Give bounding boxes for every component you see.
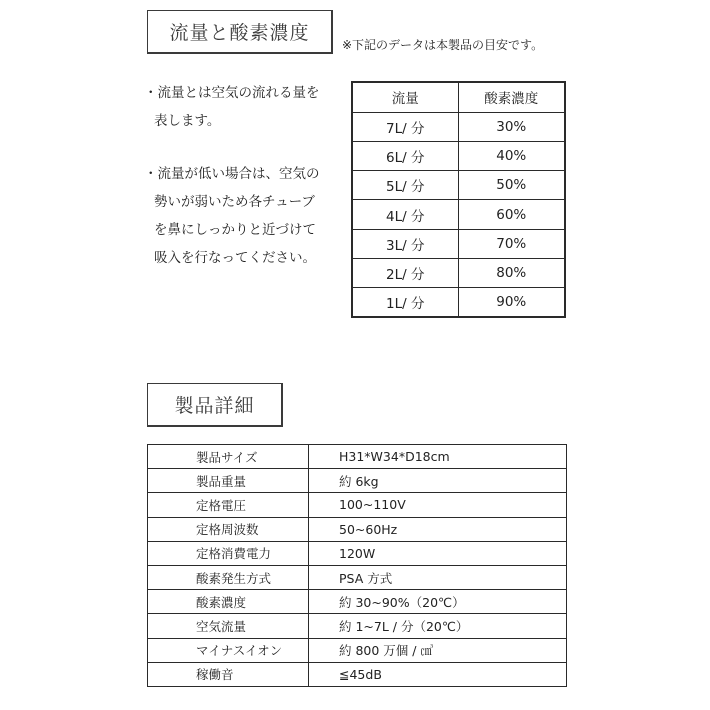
bullet-line: 表します。 bbox=[154, 113, 221, 129]
table-header-row bbox=[352, 82, 565, 112]
column-header-oxygen: 酸素濃度 bbox=[458, 82, 565, 112]
table-row bbox=[148, 565, 567, 589]
table-row bbox=[148, 614, 567, 638]
spec-value: 50~60Hz bbox=[309, 517, 567, 541]
oxygen-cell: 50% bbox=[458, 171, 565, 200]
product-section-title bbox=[147, 383, 283, 427]
spec-value: 100~110V bbox=[309, 493, 567, 517]
table-row bbox=[352, 141, 565, 170]
spec-label: 空気流量 bbox=[148, 614, 309, 638]
column-header-flow: 流量 bbox=[352, 82, 458, 112]
spec-value: ≦45dB bbox=[339, 666, 382, 682]
spec-label: 定格周波数 bbox=[148, 517, 309, 541]
spec-value: 120W bbox=[309, 541, 567, 565]
oxygen-cell: 40% bbox=[458, 141, 565, 170]
bullet-line: ・流量が低い場合は、空気の bbox=[144, 166, 320, 182]
flow-cell: 7L/ 分 bbox=[352, 112, 458, 141]
bullet-line: 勢いが弱いため各チューブ bbox=[154, 194, 315, 210]
oxygen-cell: 30% bbox=[458, 112, 565, 141]
table-row bbox=[148, 445, 567, 469]
table-row bbox=[148, 541, 567, 565]
flow-cell: 3L/ 分 bbox=[352, 229, 458, 258]
table-row bbox=[148, 638, 567, 662]
oxygen-cell: 90% bbox=[496, 294, 527, 311]
oxygen-cell: 80% bbox=[458, 258, 565, 287]
bullet-line: を鼻にしっかりと近づけて bbox=[154, 222, 316, 238]
table-row bbox=[352, 171, 565, 200]
spec-value: PSA 方式 bbox=[309, 565, 567, 589]
spec-label: 定格電圧 bbox=[148, 493, 309, 517]
spec-value: 約 800 万個 / ㎤ bbox=[309, 638, 567, 662]
flow-oxygen-table bbox=[351, 81, 566, 318]
table-row bbox=[352, 112, 565, 141]
flow-cell: 2L/ 分 bbox=[352, 258, 458, 287]
spec-label: 酸素濃度 bbox=[148, 590, 309, 614]
flow-section-title-text: 流量と酸素濃度 bbox=[169, 22, 310, 44]
spec-value: 約 30~90%（20℃） bbox=[309, 590, 567, 614]
table-row bbox=[148, 590, 567, 614]
bullet-line: 吸入を行なってください。 bbox=[154, 250, 316, 266]
spec-value: 約 6kg bbox=[309, 469, 567, 493]
table-row bbox=[148, 493, 567, 517]
spec-label: 酸素発生方式 bbox=[148, 565, 309, 589]
flow-cell: 4L/ 分 bbox=[352, 200, 458, 229]
bullet-flow-definition bbox=[144, 79, 320, 135]
table-row bbox=[148, 517, 567, 541]
spec-value: H31*W34*D18cm bbox=[309, 445, 567, 469]
spec-label: マイナスイオン bbox=[148, 638, 309, 662]
bullet-line: ・流量とは空気の流れる量を bbox=[144, 85, 320, 101]
oxygen-cell: 60% bbox=[458, 200, 565, 229]
table-row bbox=[352, 200, 565, 229]
table-row bbox=[148, 662, 567, 686]
table-row bbox=[352, 229, 565, 258]
spec-label: 製品サイズ bbox=[148, 445, 309, 469]
table-row bbox=[352, 288, 565, 317]
table-row bbox=[352, 258, 565, 287]
spec-label: 稼働音 bbox=[148, 662, 309, 686]
table-row bbox=[148, 469, 567, 493]
data-note: ※下記のデータは本製品の目安です。 bbox=[342, 38, 544, 52]
flow-cell: 1L/ 分 bbox=[352, 288, 458, 317]
spec-label: 定格消費電力 bbox=[148, 541, 309, 565]
product-section-title-text: 製品詳細 bbox=[174, 395, 255, 417]
oxygen-cell: 70% bbox=[458, 229, 565, 258]
product-spec-table bbox=[147, 444, 567, 687]
bullet-low-flow-advice bbox=[144, 160, 320, 272]
flow-cell: 6L/ 分 bbox=[352, 141, 458, 170]
flow-cell: 5L/ 分 bbox=[352, 171, 458, 200]
flow-section-title bbox=[147, 10, 333, 54]
spec-value: 約 1~7L / 分（20℃） bbox=[309, 614, 567, 638]
spec-label: 製品重量 bbox=[148, 469, 309, 493]
